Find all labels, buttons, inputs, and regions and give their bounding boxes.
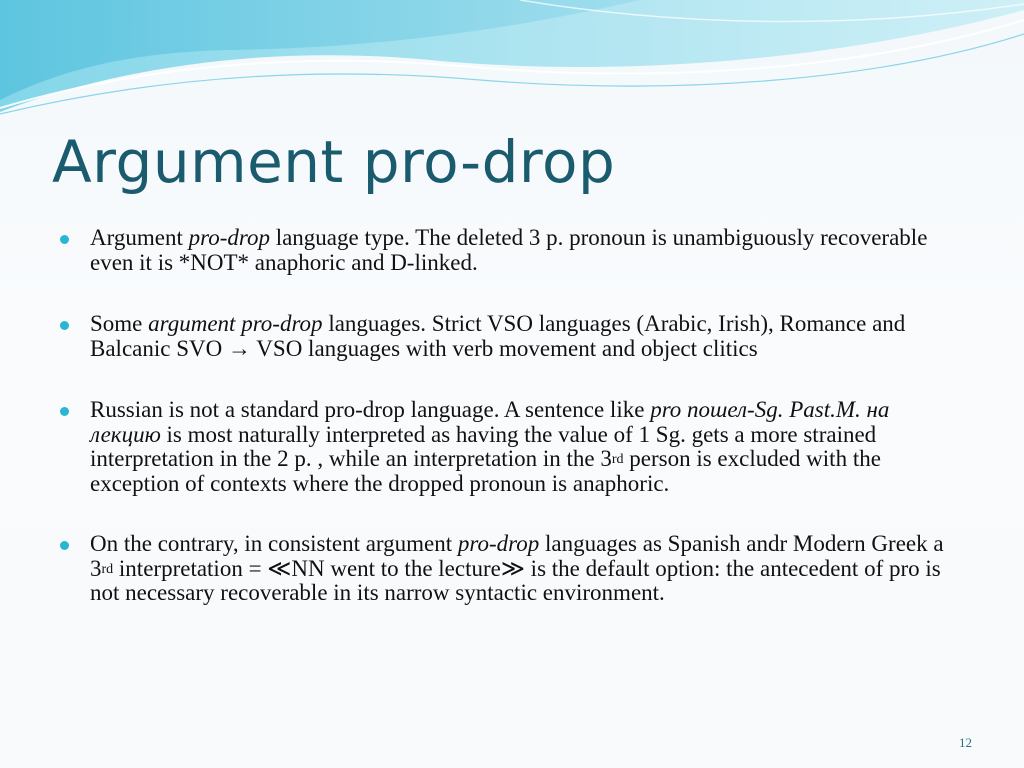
bullet-italic-term: pro-drop <box>188 225 270 250</box>
bullet-text: languages. Strict VSO languages (Arabic, Irish), Romance and Balcanic SVO → VSO languages with verb movement and object clitics <box>90 311 906 361</box>
bullet-italic-term: argument pro-drop <box>148 311 323 336</box>
bullet-item <box>60 398 960 496</box>
bullet-item <box>60 226 960 275</box>
bullet-text: Some <box>90 311 149 336</box>
superscript: rd <box>101 561 114 577</box>
bullet-dot-icon <box>60 321 69 330</box>
slide-title: Argument pro-drop <box>52 128 616 196</box>
bullet-italic-example: pro пошел-Sg. Past.M. на лекцию <box>90 397 890 447</box>
bullet-item <box>60 532 960 606</box>
bullet-list <box>60 226 960 606</box>
superscript: rd <box>611 452 624 467</box>
page-number: 12 <box>959 735 972 750</box>
bullet-text: is most naturally interpreted as having the value of 1 Sg. gets a more strained interpretation in the 2 p. , while an interpretation in the 3 <box>90 421 877 471</box>
bullet-dot-icon <box>60 235 69 244</box>
bullet-text: language type. The deleted 3 p. pronoun is unambiguously recoverable even it is *NOT* anaphoric and D-linked. <box>90 225 928 275</box>
bullet-text: person is excluded with the exception of contexts where the dropped pronoun is anaphoric. <box>90 446 881 496</box>
header-wave-decoration <box>0 0 1024 120</box>
bullet-text: languages as Spanish andr Modern Greek a 3 <box>90 531 944 581</box>
bullet-italic-term: pro-drop <box>457 531 540 556</box>
bullet-dot-icon <box>60 407 69 416</box>
bullet-text: On the contrary, in consistent argument <box>90 531 458 556</box>
bullet-item <box>60 312 960 361</box>
bullet-dot-icon <box>60 541 69 550</box>
bullet-text: interpretation = ≪NN went to the lecture≫ is the default option: the antecedent of pro is not necessary recoverable in its narrow syntactic environment. <box>90 555 941 605</box>
bullet-text: Russian is not a standard pro-drop language. A sentence like <box>90 397 651 422</box>
bullet-text: Argument <box>90 225 189 250</box>
